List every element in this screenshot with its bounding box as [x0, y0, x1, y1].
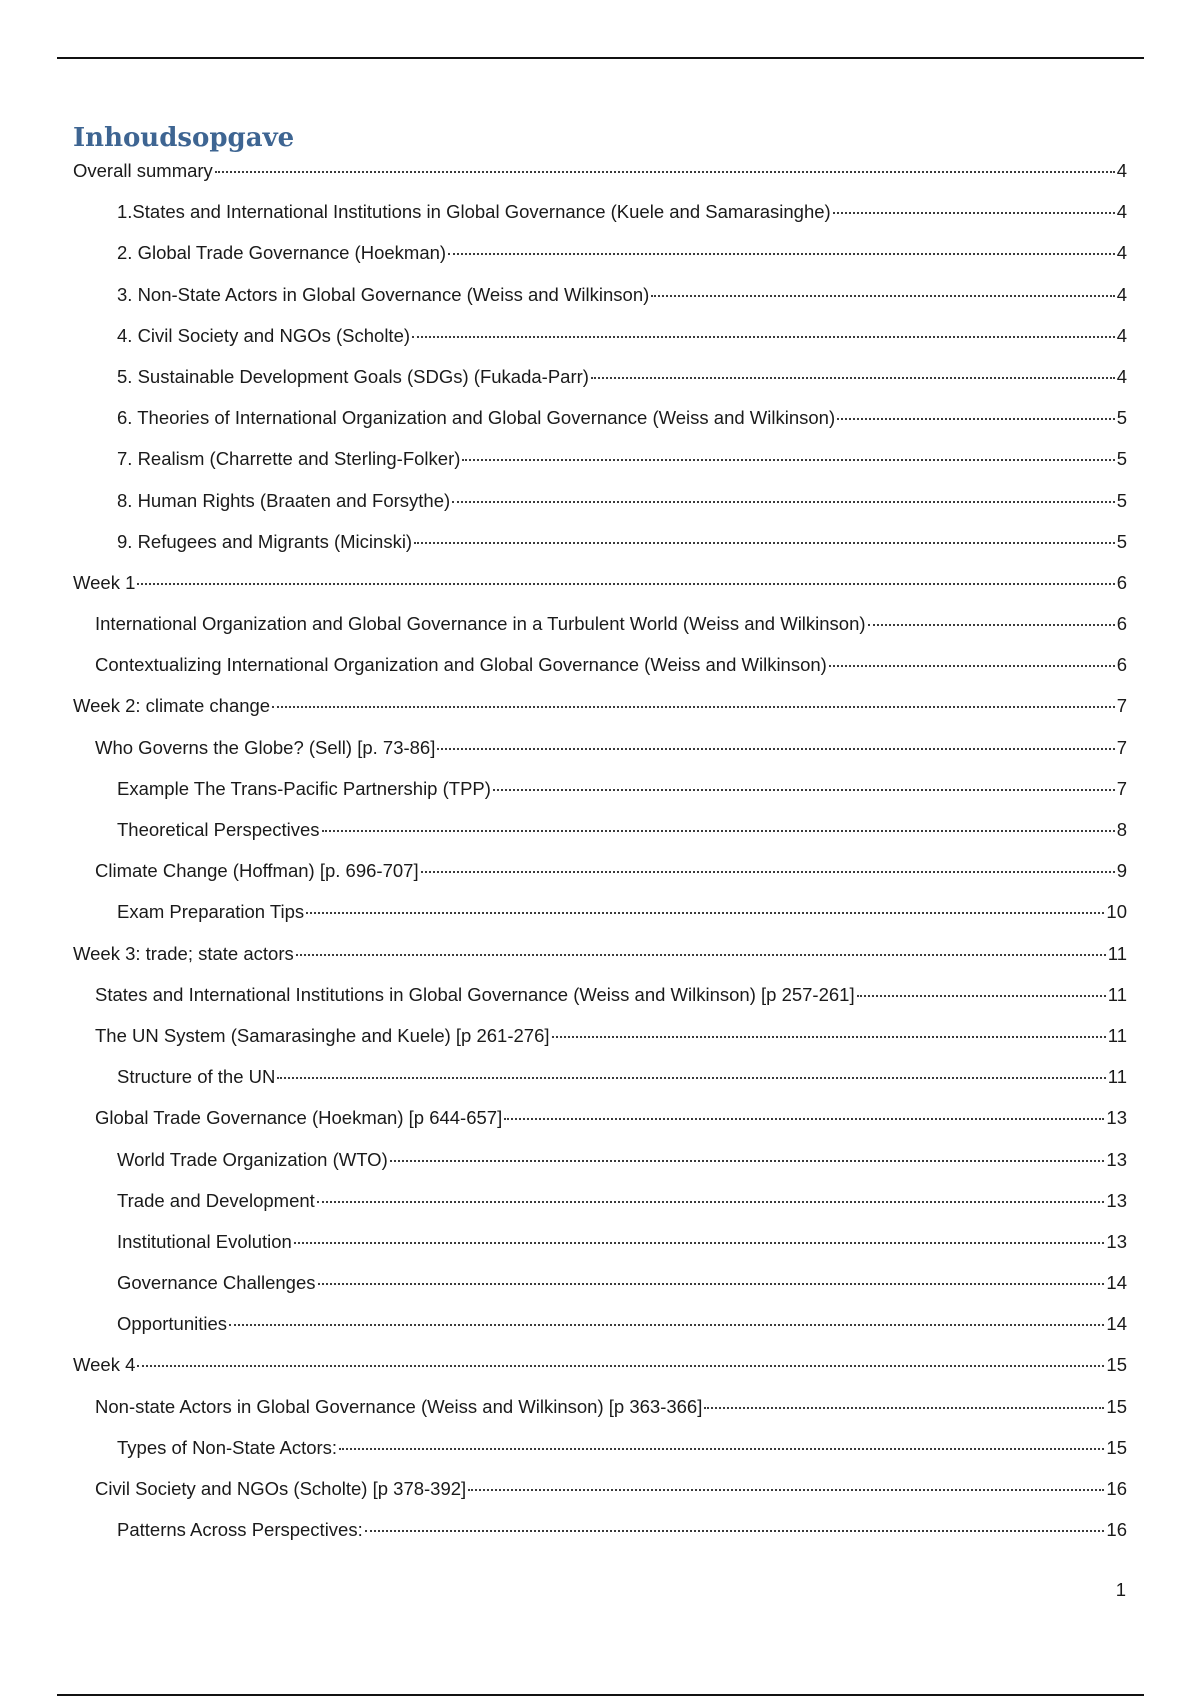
toc-entry[interactable] [73, 1477, 1127, 1518]
dot-leader [322, 830, 1115, 832]
toc-entry[interactable] [73, 1189, 1127, 1230]
dot-leader [365, 1530, 1105, 1532]
toc-entry-title: States and International Institutions in Global Governance (Weiss and Wilkinson) [p 257-261] [95, 983, 855, 1005]
toc-entry[interactable] [73, 694, 1127, 735]
toc-entry[interactable] [73, 365, 1127, 406]
dot-leader [448, 253, 1115, 255]
toc-entry[interactable] [73, 406, 1127, 447]
dot-leader [651, 295, 1114, 297]
toc-entry-title: Who Governs the Globe? (Sell) [p. 73-86] [95, 736, 436, 758]
toc-entry-title: Week 3: trade; state actors [73, 942, 294, 964]
toc-entry-page: 4 [1116, 365, 1127, 387]
toc-entry[interactable] [73, 324, 1127, 365]
toc-entry[interactable] [73, 1230, 1127, 1271]
toc-entry-title: Contextualizing International Organization and Global Governance (Weiss and Wilkinson) [95, 654, 827, 676]
toc-entry[interactable] [73, 1271, 1127, 1312]
dot-leader [421, 871, 1115, 873]
toc-entry-page: 14 [1106, 1313, 1127, 1335]
toc-entry-page: 5 [1116, 530, 1127, 552]
dot-leader [704, 1407, 1104, 1409]
toc-entry-title: 9. Refugees and Migrants (Micinski) [117, 530, 413, 552]
toc-entry[interactable] [73, 489, 1127, 530]
dot-leader [296, 954, 1106, 956]
toc-entry-title: World Trade Organization (WTO) [117, 1148, 388, 1170]
toc-entry[interactable] [73, 612, 1127, 653]
toc-entry[interactable] [73, 942, 1127, 983]
toc-entry-page: 4 [1116, 242, 1127, 264]
dot-leader [857, 995, 1106, 997]
toc-entry-page: 7 [1116, 777, 1127, 799]
toc-entry-page: 16 [1106, 1478, 1127, 1499]
toc-entry[interactable] [73, 1024, 1127, 1065]
toc-entry-title: 7. Realism (Charrette and Sterling-Folker) [117, 448, 461, 470]
dot-leader [829, 665, 1115, 667]
dot-leader [837, 418, 1115, 420]
footer-rule [57, 1694, 1144, 1696]
dot-leader [294, 1242, 1105, 1244]
toc-entry[interactable] [73, 283, 1127, 324]
toc-entry-title: Global Trade Governance (Hoekman) [p 644-657] [95, 1107, 503, 1129]
dot-leader [833, 212, 1115, 214]
toc-entry-title: Non-state Actors in Global Governance (Weiss and Wilkinson) [p 363-366] [95, 1395, 703, 1417]
toc-entry-page: 15 [1106, 1436, 1127, 1458]
toc-entry-title: Week 4 [73, 1354, 136, 1376]
dot-leader [272, 706, 1115, 708]
dot-leader [318, 1283, 1105, 1285]
toc-entry-title: Week 1 [73, 571, 136, 593]
toc-entry-page: 4 [1116, 201, 1127, 223]
toc-entry-title: The UN System (Samarasinghe and Kuele) [p 261-276] [95, 1024, 550, 1046]
dot-leader [137, 583, 1114, 585]
toc-entry[interactable] [73, 1395, 1127, 1436]
dot-leader [591, 377, 1115, 379]
toc-entry-page: 14 [1106, 1272, 1127, 1294]
dot-leader [412, 336, 1115, 338]
dot-leader [137, 1365, 1104, 1367]
toc-entry-title: 8. Human Rights (Braaten and Forsythe) [117, 489, 451, 511]
toc-entry-page: 4 [1116, 324, 1127, 346]
toc-entry-page: 15 [1106, 1354, 1127, 1376]
dot-leader [306, 912, 1104, 914]
toc-entry-title: Overall summary [73, 160, 213, 181]
toc-entry[interactable] [73, 571, 1127, 612]
toc-entry[interactable] [73, 1065, 1127, 1106]
toc-title: Inhoudsopgave [73, 123, 295, 153]
toc-entry-page: 11 [1107, 1066, 1127, 1088]
toc-entry-page: 7 [1116, 695, 1127, 717]
dot-leader [229, 1324, 1104, 1326]
dot-leader [493, 789, 1115, 791]
toc-entry[interactable] [73, 1312, 1127, 1353]
toc-entry-page: 16 [1106, 1519, 1127, 1541]
toc-entry-page: 13 [1106, 1148, 1127, 1170]
toc-entry-title: Institutional Evolution [117, 1230, 292, 1252]
toc-entry-title: Climate Change (Hoffman) [p. 696-707] [95, 860, 419, 882]
dot-leader [452, 501, 1115, 503]
toc-entry-title: Civil Society and NGOs (Scholte) [p 378-392] [95, 1478, 467, 1499]
toc-entry-page: 5 [1116, 407, 1127, 429]
toc-entry-page: 7 [1116, 736, 1127, 758]
toc-entry[interactable] [73, 1106, 1127, 1147]
toc-entry[interactable] [73, 1353, 1127, 1394]
toc-entry-title: Theoretical Perspectives [117, 819, 320, 840]
header-rule [57, 57, 1144, 59]
toc-entry-page: 11 [1107, 983, 1127, 1005]
toc-entry[interactable] [73, 859, 1127, 900]
toc-entry-page: 9 [1116, 860, 1127, 882]
dot-leader [215, 171, 1115, 173]
toc-entry-title: Governance Challenges [117, 1272, 316, 1294]
toc-entry-title: 3. Non-State Actors in Global Governance (Weiss and Wilkinson) [117, 283, 650, 305]
toc-entry-page: 8 [1116, 819, 1127, 840]
toc-entry-page: 11 [1107, 1024, 1127, 1046]
toc-entry-page: 15 [1106, 1395, 1127, 1417]
dot-leader [504, 1118, 1104, 1120]
toc-entry-title: 5. Sustainable Development Goals (SDGs) (Fukada-Parr) [117, 365, 589, 387]
toc-entry[interactable] [73, 900, 1127, 941]
toc-entry-title: Example The Trans-Pacific Partnership (TPP) [117, 777, 491, 799]
toc-entry[interactable] [73, 530, 1127, 571]
toc-entry-title: 2. Global Trade Governance (Hoekman) [117, 242, 447, 264]
toc-entry[interactable] [73, 159, 1127, 200]
toc-entry[interactable] [73, 777, 1127, 818]
toc-entry-page: 6 [1116, 613, 1127, 635]
dot-leader [414, 542, 1115, 544]
dot-leader [468, 1489, 1104, 1491]
page-number: 1 [1115, 1579, 1126, 1600]
toc-entry-title: Types of Non-State Actors: [117, 1436, 338, 1458]
toc-entry-page: 6 [1116, 654, 1127, 676]
toc-entry-page: 11 [1107, 942, 1127, 964]
toc-entry[interactable] [73, 1518, 1127, 1559]
toc-entry-title: International Organization and Global Governance in a Turbulent World (Weiss and Wilkinson) [95, 613, 866, 635]
dot-leader [437, 748, 1114, 750]
toc-entry[interactable] [73, 1436, 1127, 1477]
toc-entry[interactable] [73, 983, 1127, 1024]
dot-leader [552, 1036, 1106, 1038]
toc-entry-title: Structure of the UN [117, 1066, 276, 1088]
toc-entry-title: Opportunities [117, 1313, 228, 1335]
toc-entry-title: Trade and Development [117, 1189, 315, 1211]
dot-leader [317, 1201, 1105, 1203]
toc-entry-title: Week 2: climate change [73, 695, 271, 717]
toc-entry-page: 5 [1116, 448, 1127, 470]
toc-entry-page: 4 [1116, 160, 1127, 181]
toc-entry-page: 4 [1116, 283, 1127, 305]
dot-leader [390, 1160, 1105, 1162]
dot-leader [462, 459, 1114, 461]
toc-entry[interactable] [73, 736, 1127, 777]
toc-entry[interactable] [73, 241, 1127, 282]
dot-leader [277, 1077, 1105, 1079]
table-of-contents [73, 159, 1127, 1559]
toc-entry-title: 4. Civil Society and NGOs (Scholte) [117, 324, 411, 346]
toc-entry[interactable] [73, 818, 1127, 859]
toc-entry-page: 6 [1116, 571, 1127, 593]
toc-entry[interactable] [73, 1148, 1127, 1189]
dot-leader [868, 624, 1115, 626]
toc-entry-title: Exam Preparation Tips [117, 901, 305, 923]
toc-entry-title: Patterns Across Perspectives: [117, 1519, 363, 1541]
toc-entry-title: 6. Theories of International Organization and Global Governance (Weiss and Wilkinson) [117, 407, 836, 429]
toc-entry[interactable] [73, 200, 1127, 241]
toc-entry[interactable] [73, 653, 1127, 694]
toc-entry-page: 13 [1106, 1189, 1127, 1211]
toc-entry-page: 10 [1106, 901, 1127, 923]
toc-entry-page: 5 [1116, 489, 1127, 511]
toc-entry-title: 1.States and International Institutions in Global Governance (Kuele and Samarasinghe) [117, 201, 831, 223]
toc-entry-page: 13 [1106, 1230, 1127, 1252]
toc-entry[interactable] [73, 447, 1127, 488]
toc-entry-page: 13 [1106, 1107, 1127, 1129]
dot-leader [339, 1448, 1104, 1450]
